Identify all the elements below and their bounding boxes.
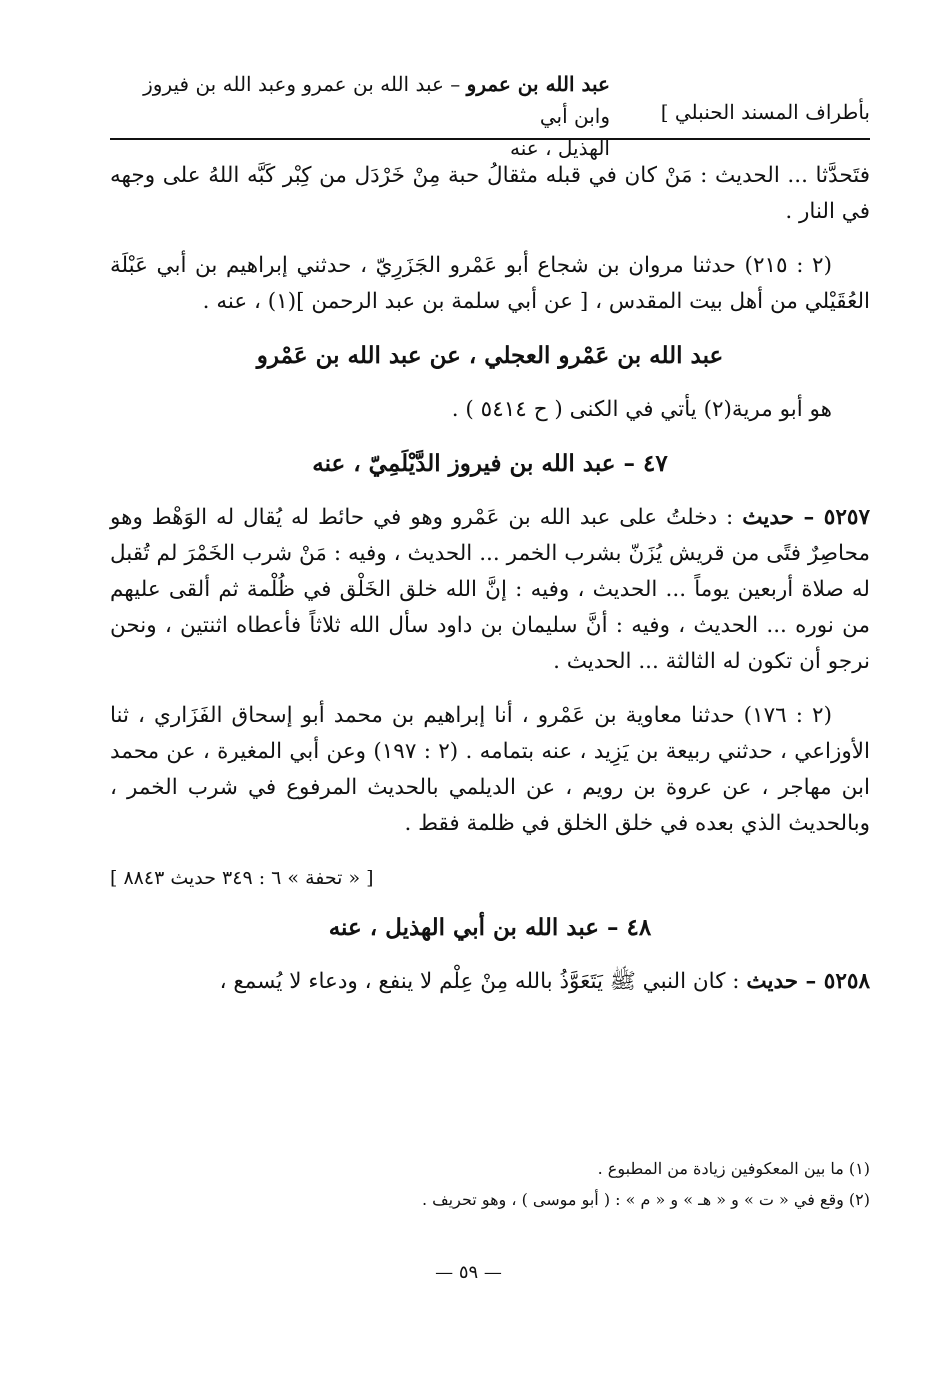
header-title-line1: عبد الله بن عمرو – عبد الله بن عمرو وعبد الله بن فيروز وابن أبي [143,72,610,128]
header-title [110,68,610,164]
tuhfa-reference: [ « تحفة » ٦ : ٣٤٩ حديث ٨٨٤٣ ] [110,867,374,889]
header-book-title: بأطراف المسند الحنبلي ] [660,100,870,124]
section-heading-48: ٤٨ – عبد الله بن أبي الهذيل ، عنه [328,914,652,941]
hadith-5257 [110,500,870,680]
paragraph-1: فتَحدَّثا ... الحديث : مَنْ كان في قبله مثقالُ حبة مِنْ خَرْدَل من كِبْر كَبَّه اللهُ على وجهه في النار . [110,163,870,224]
section-heading-1: عبد الله بن عَمْرو العجلي ، عن عبد الله بن عَمْرو [256,342,724,369]
hadith-text: : دخلتُ على عبد الله بن عَمْرو وهو في حائط له يُقال له الوَهْط وهو محاصِرٌ فتًى من قريش يُزَنّ بشرب الخمر ... الحديث ، وفيه : مَنْ شرب الخَمْرَ لم تُقبل له صلاة أربعين يوماً ... الحديث ، وفيه : إنَّ الله خلق الخَلْق في ظُلْمة ثم ألقى عليهم من نوره ... الحديث ، وفيه : أنَّ سليمان بن داود سأل الله ثلاثاً فأعطاه اثنتين ، ونحن نرجو أن تكون له الثالثة ... الحديث . [110,505,870,674]
header-rule [110,138,870,140]
footnote-2: (٢) وقع في « ت » و « هـ » و « م » : ( أبو موسى ) ، وهو تحريف . [421,1190,870,1209]
paragraph-2: (٢ : ٢١٥) حدثنا مروان بن شجاع أبو عَمْرو الجَزَرِيّ ، حدثني إبراهيم بن أبي عَبْلَة العُقَيْلي من أهل بيت المقدس ، [ عن أبي سلمة بن عبد الرحمن ](١) ، عنه . [110,253,870,314]
section-heading-47: ٤٧ – عبد الله بن فيروز الدَّيْلَمِيّ ، عنه [312,450,668,477]
main-text [110,158,870,1000]
running-header [110,68,870,160]
page-number: — ٥٩ — [435,1262,502,1283]
footnote-1: (١) ما بين المعكوفين زيادة من المطبوع . [597,1159,870,1178]
hadith-5258 [110,964,870,1000]
paragraph-3: هو أبو مرية(٢) يأتي في الكنى ( ح ٥٤١٤ ) . [451,397,832,422]
header-title-line2: الهذيل ، عنه [510,136,610,160]
paragraph-5: (٢ : ١٧٦) حدثنا معاوية بن عَمْرو ، أنا إبراهيم بن محمد أبو إسحاق الفَزَاري ، ثنا الأوزاعي ، حدثني ربيعة بن يَزِيد ، عنه بتمامه . (٢ : ١٩٧) وعن أبي المغيرة ، عن محمد ابن مهاجر ، عن عروة بن رويم ، عن الديلمي بالحديث المرفوع في شرب الخمر ، وبالحديث الذي بعده في خلق الخلق في ظلمة فقط . [110,703,870,836]
hadith-number: ٥٢٥٨ – حديث [746,969,870,994]
footnotes [110,1153,870,1215]
hadith-text: : كان النبي ﷺ يَتَعَوَّذُ بالله مِنْ عِلْم لا ينفع ، ودعاء لا يُسمع ، [219,969,747,994]
hadith-number: ٥٢٥٧ – حديث [742,505,870,530]
